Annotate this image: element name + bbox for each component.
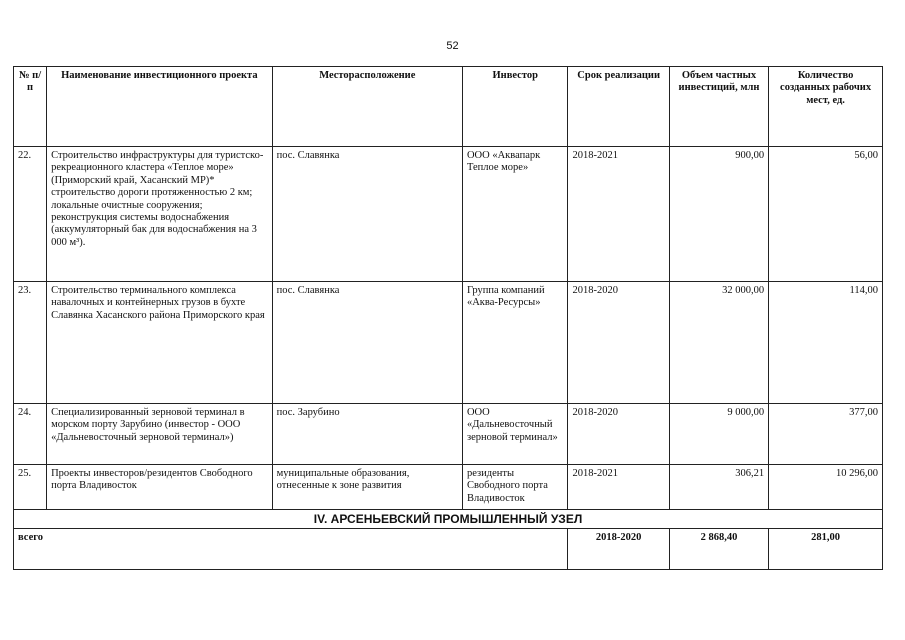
cell-num: 23. [14, 282, 47, 404]
cell-location: пос. Зарубино [272, 404, 462, 465]
table-row [14, 147, 883, 282]
cell-num: 24. [14, 404, 47, 465]
header-term: Срок реализации [568, 67, 669, 147]
table-header-row [14, 67, 883, 147]
investment-projects-table [13, 66, 883, 570]
cell-volume: 9 000,00 [669, 404, 768, 465]
cell-investor: ООО «Дальневосточный зерновой терминал» [462, 404, 568, 465]
total-term: 2018-2020 [568, 529, 669, 570]
cell-term: 2018-2021 [568, 465, 669, 510]
cell-investor: ООО «Аквапарк Теплое море» [462, 147, 568, 282]
cell-term: 2018-2020 [568, 282, 669, 404]
table-row [14, 404, 883, 465]
cell-name: Строительство инфраструктуры для туристско-рекреационного кластера «Теплое море» (Приморский край, Хасанский МР)* строительство дороги протяженностью 2 км; локальные очистные сооружения; реконструкция системы водоснабжения (аккумуляторный бак для водоснабжения на 3 000 м³). [47, 147, 273, 282]
total-jobs: 281,00 [769, 529, 883, 570]
cell-term: 2018-2020 [568, 404, 669, 465]
cell-jobs: 377,00 [769, 404, 883, 465]
cell-jobs: 56,00 [769, 147, 883, 282]
total-label: всего [14, 529, 568, 570]
section-row [14, 510, 883, 529]
cell-num: 22. [14, 147, 47, 282]
cell-volume: 900,00 [669, 147, 768, 282]
cell-jobs: 114,00 [769, 282, 883, 404]
cell-investor: резиденты Свободного порта Владивосток [462, 465, 568, 510]
header-jobs: Количество созданных рабочих мест, ед. [769, 67, 883, 147]
cell-volume: 306,21 [669, 465, 768, 510]
section-title: IV. АРСЕНЬЕВСКИЙ ПРОМЫШЛЕННЫЙ УЗЕЛ [14, 510, 883, 529]
table-row [14, 465, 883, 510]
cell-name: Проекты инвесторов/резидентов Свободного порта Владивосток [47, 465, 273, 510]
cell-location: пос. Славянка [272, 147, 462, 282]
cell-term: 2018-2021 [568, 147, 669, 282]
header-volume: Объем частных инвестиций, млн [669, 67, 768, 147]
header-location: Месторасположение [272, 67, 462, 147]
page-number: 52 [446, 40, 459, 52]
cell-name: Строительство терминального комплекса навалочных и контейнерных грузов в бухте Славянка Хасанского района Приморского края [47, 282, 273, 404]
cell-location: муниципальные образования, отнесенные к зоне развития [272, 465, 462, 510]
total-row [14, 529, 883, 570]
table-row [14, 282, 883, 404]
header-num: № п/п [14, 67, 47, 147]
cell-name: Специализированный зерновой терминал в морском порту Зарубино (инвестор - ООО «Дальневосточный зерновой терминал») [47, 404, 273, 465]
total-volume: 2 868,40 [669, 529, 768, 570]
cell-investor: Группа компаний «Аква-Ресурсы» [462, 282, 568, 404]
header-investor: Инвестор [462, 67, 568, 147]
cell-location: пос. Славянка [272, 282, 462, 404]
cell-num: 25. [14, 465, 47, 510]
cell-volume: 32 000,00 [669, 282, 768, 404]
header-name: Наименование инвестиционного проекта [47, 67, 273, 147]
cell-jobs: 10 296,00 [769, 465, 883, 510]
